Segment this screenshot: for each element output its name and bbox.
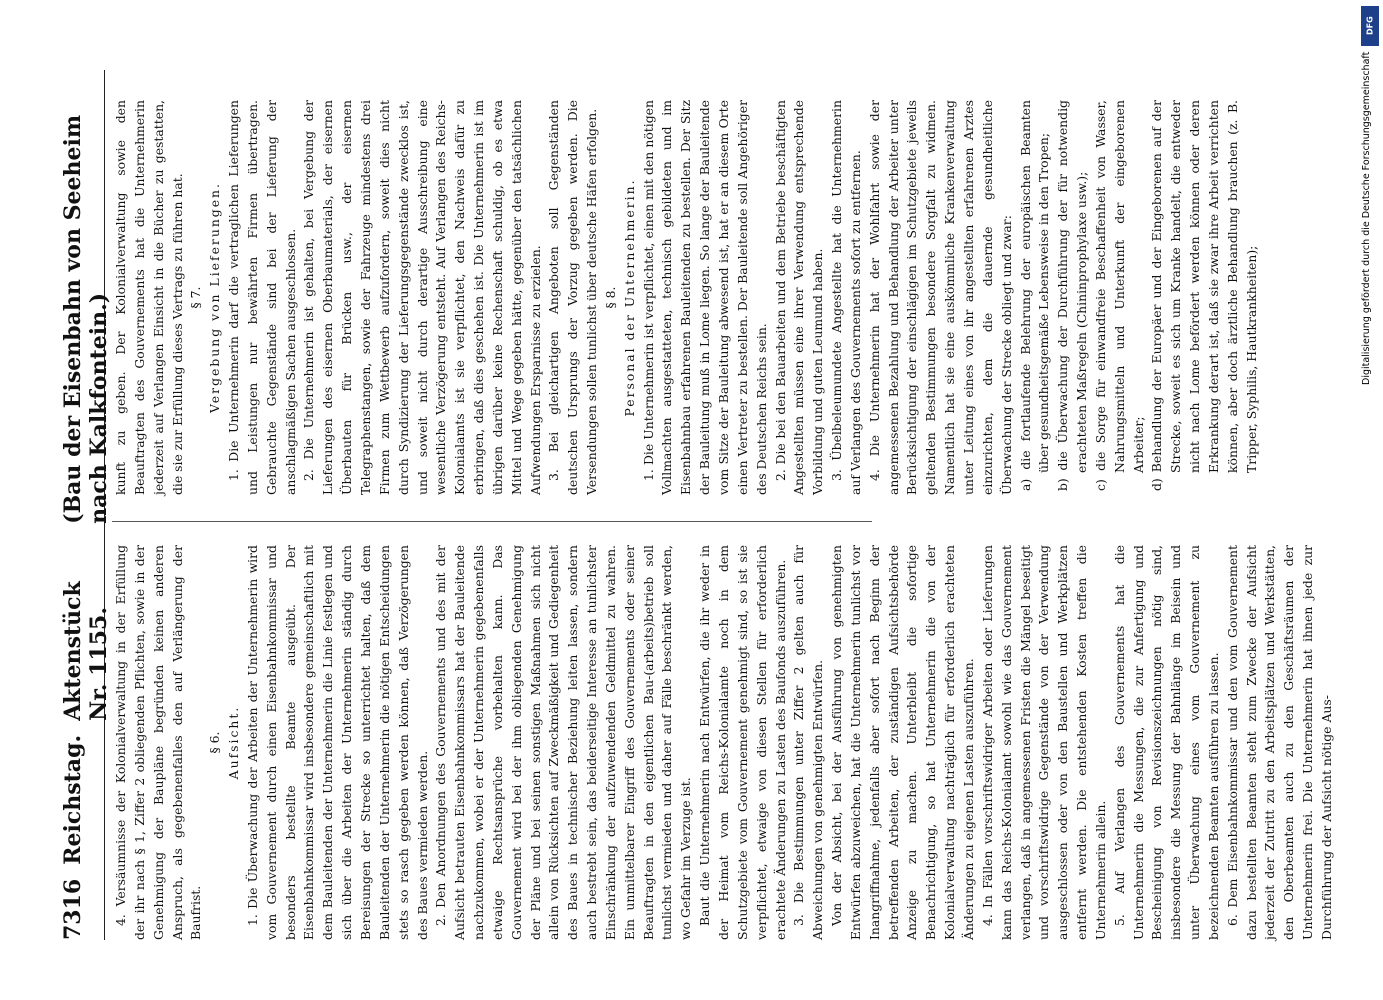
paragraph: 4. Versäumnisse der Kolonialverwaltung in der Erfüllung der ihr nach § 1, Ziffer 2 obliegenden Pflichten, sowie in der Genehmigung der Baupläne begründen keinen anderen Anspruch, als gegebenenfalles den auf Verlängerung der Baufrist.: [113, 545, 204, 940]
paragraph: Baut die Unternehmerin nach Entwürfen, die ihr weder in der Heimat vom Reichs-Kolonialamte noch in dem Schutzgebiete vom Gouvernement genehmigt sind, so ist sie verpflichtet, etwaige von diesen Stellen für erforderlich erachtete Änderungen zu Lasten des Baufonds auszuführen.: [697, 545, 788, 940]
paragraph: 2. Die Unternehmerin ist gehalten, bei Vergebung der Lieferungen des eisernen Oberbaumaterials, der eisernen Überbauten für Brücken usw., der eisernen Telegraphenstangen, sowie der Fahrzeuge mindestens drei Firmen zum Wettbewerb aufzufordern, soweit dies nicht durch Syndizierung der Lieferungsgegenstände zwecklos ist, und soweit nicht durch derartige Ausschreibung eine wesentliche Verzögerung entsteht. Auf Verlangen des Reichs-Kolonialamts ist sie verpflichtet, den Nachweis dafür zu erbringen, daß dies geschehen ist. Die Unternehmerin ist im übrigen darüber keine Rechenschaft schuldig, ob es etwa Mittel und Wege gegeben hätte, gegenüber den tatsächlichen Aufwendungen Ersparnisse zu erzielen.: [301, 100, 543, 495]
paragraph: 6. Dem Eisenbahnkommissar und den vom Gouvernement dazu bestellten Beamten steht zum Zwecke der Aufsicht jederzeit der Zutritt zu den Arbeitsplätzen und Werkstätten, den Oberbeamten auch zu den Geschäftsräumen der Unternehmerin frei. Die Unternehmerin hat ihnen jede zur Durchführung der Aufsicht nötige Aus-: [1224, 545, 1334, 940]
paragraph: 1. Die Überwachung der Arbeiten der Unternehmerin wird vom Gouvernement durch einen Eisenbahnkommissar und besonders bestellte Beamte ausgeübt. Der Eisenbahnkommissar wird insbesondere gemeinschaftlich mit dem Bauleitenden der Unternehmerin die Linie festlegen und sich über die Arbeiten der Unternehmerin ständig durch Bereisungen der Strecke so unterrichtet halten, daß dem Bauleitenden der Unternehmerin die nötigen Entscheidungen stets so rasch gegeben werden können, daß Verzögerungen des Baues vermieden werden.: [244, 545, 430, 940]
header-aktenstueck: Aktenstück Nr. 1155.: [60, 581, 112, 721]
paragraph: 4. In Fällen vorschriftswidriger Arbeiten oder Lieferungen kann das Reichs-Kolonialamt sowohl wie das Gouvernement verlangen, daß in angemessenen Fristen die Mängel beseitigt und vorschriftswidrige Gegenstände von der Verwendung ausgeschlossen oder von den Baustellen und Werkplätzen entfernt werden. Die entstehenden Kosten treffen die Unternehmerin allein.: [979, 545, 1108, 940]
section-title: Vergebung von Lieferungen.: [207, 182, 223, 413]
list-item: c) die Sorge für einwandfreie Beschaffenheit von Wasser, Nahrungsmitteln und Unterkunft der eingeborenen Arbeiter;: [1092, 100, 1146, 491]
header-reichstag: Reichstag.: [60, 734, 86, 865]
page-number: 7316: [60, 878, 86, 940]
section-number: § 8.: [602, 286, 618, 309]
header-title: (Bau der Eisenbahn von Seeheim nach Kalkfontein.): [60, 114, 112, 524]
list-item: a) die fortlaufende Belehrung der europäischen Beamten über gesundheitsgemäße Lebensweise in den Tropen;: [1017, 100, 1052, 491]
paragraph: 3. Bei gleichartigen Angeboten soll Gegenständen deutschen Ursprungs der Vorzug gegeben werden. Die Versendungen sollen tunlichst über deutsche Häfen erfolgen.: [546, 100, 600, 495]
paragraph: 2. Die bei den Bauarbeiten und dem Betriebe beschäftigten Angestellten müssen eine ihrer Verwendung entsprechende Vorbildung und guten Leumund haben.: [772, 100, 826, 495]
digitization-note: Digitalisierung gefördert durch die Deutsche Forschungsgemeinschaft: [1361, 52, 1372, 386]
paragraph: kunft zu geben. Der Kolonialverwaltung sowie den Beauftragten des Gouvernements hat die Unternehmerin jederzeit auf Verlangen Einsicht in die Bücher zu gestatten, die sie zur Erfüllung dieses Vertrags zu führen hat.: [113, 100, 185, 495]
list-item: b) die Überwachung der Durchführung der für notwendig erachteten Maßregeln (Chininprophylaxe usw.);: [1055, 100, 1090, 491]
paragraph: 3. Übelbeleumundete Angestellte hat die Unternehmerin auf Verlangen des Gouvernements sofort zu entfernen.: [829, 100, 863, 495]
paragraph: 3. Die Bestimmungen unter Ziffer 2 gelten auch für Abweichungen von genehmigten Entwürfen.: [791, 545, 826, 940]
paragraph: Von der Absicht, bei der Ausführung von genehmigten Entwürfen abzuweichen, hat die Unternehmerin tunlichst vor Inangriffnahme, jedenfalls aber sofort nach Beginn der betreffenden Arbeiten, der zuständigen Aufsichtsbehörde Anzeige zu machen. Unterbleibt die sofortige Benachrichtigung, so hat Unternehmerin die von der Kolonialverwaltung nachträglich für erforderlich erachteten Änderungen zu eigenen Lasten auszuführen.: [829, 545, 976, 940]
left-column: [112, 545, 1337, 940]
section-title: Aufsicht.: [226, 705, 242, 780]
right-column: [112, 100, 1261, 495]
section-number: § 6.: [207, 731, 223, 754]
column-divider: [112, 521, 872, 522]
list-item: d) Behandlung der Europäer und der Eingeborenen auf der Strecke, soweit es sich um Kranke handelt, die entweder nicht nach Lome befördert werden können oder deren Erkrankung derart ist, daß sie zwar ihre Arbeit verrichten können, aber doch ärztliche Behandlung brauchen (z. B. Tripper, Syphilis, Hautkrankheiten);: [1149, 100, 1259, 491]
paragraph: 4. Die Unternehmerin hat der Wohlfahrt sowie der angemessenen Bezahlung und Behandlung der Arbeiter unter Berücksichtigung der einschlägigen im Schutzgebiete jeweils geltenden Bestimmungen besondere Sorgfalt zu widmen. Namentlich hat sie eine auskömmliche Krankenverwaltung unter Leitung eines von ihr angestellten erfahrenen Arztes einzurichten, dem die dauernde gesundheitliche Überwachung der Strecke obliegt und zwar:: [866, 100, 1014, 495]
paragraph: 2. Den Anordnungen des Gouvernements und des mit der Aufsicht betrauten Eisenbahnkommissars hat der Bauleitende nachzukommen, wobei er der Unternehmerin gegebenenfalls etwaige Rechtsansprüche vorbehalten kann. Das Gouvernement wird bei der ihm obliegenden Genehmigung der Pläne und bei seinen sonstigen Maßnahmen sich nicht allein von Rücksichten auf Zweckmäßigkeit und Gediegenheit des Baues in technischer Beziehung leiten lassen, sondern auch bestrebt sein, das beiderseitige Interesse an tunlichster Einschränkung der aufzuwendenden Geldmittel zu wahren. Ein unmittelbarer Eingriff des Gouvernements oder seiner Beauftragten in den eigentlichen Bau-(arbeits)betrieb soll tunlichst vermieden und daher auf Fälle beschränkt werden, wo Gefahr im Verzuge ist.: [433, 545, 694, 940]
paragraph: 1. Die Unternehmerin darf die vertraglichen Lieferungen und Leistungen nur bewährten Firmen übertragen. Gebrauchte Gegenstände sind bei der Lieferung der anschlagmäßigen Sachen ausgeschlossen.: [226, 100, 298, 495]
dfg-logo: DFG: [1361, 6, 1379, 46]
paragraph: 1. Die Unternehmerin ist verpflichtet, einen mit den nötigen Vollmachten ausgestatteten, technisch gebildeten und im Eisenbahnbau erfahrenen Bauleitenden zu bestellen. Der Sitz der Bauleitung muß in Lome liegen. So lange der Bauleitende vom Sitze der Bauleitung abwesend ist, hat er an diesem Orte einen Vertreter zu bestellen. Der Bauleitende soll Angehöriger des Deutschen Reichs sein.: [640, 100, 769, 495]
section-title: Personal der Unternehmerin.: [621, 178, 637, 417]
section-number: § 7.: [188, 286, 204, 309]
paragraph: 5. Auf Verlangen des Gouvernements hat die Unternehmerin die Messungen, die zur Anfertigung und Bescheinigung von Revisionszeichnungen nötig sind, insbesondere die Messung der Bahnlänge im Beisein und unter Überwachung eines vom Gouvernement zu bezeichnenden Beamten ausführen zu lassen.: [1111, 545, 1221, 940]
page-header: [60, 70, 112, 940]
